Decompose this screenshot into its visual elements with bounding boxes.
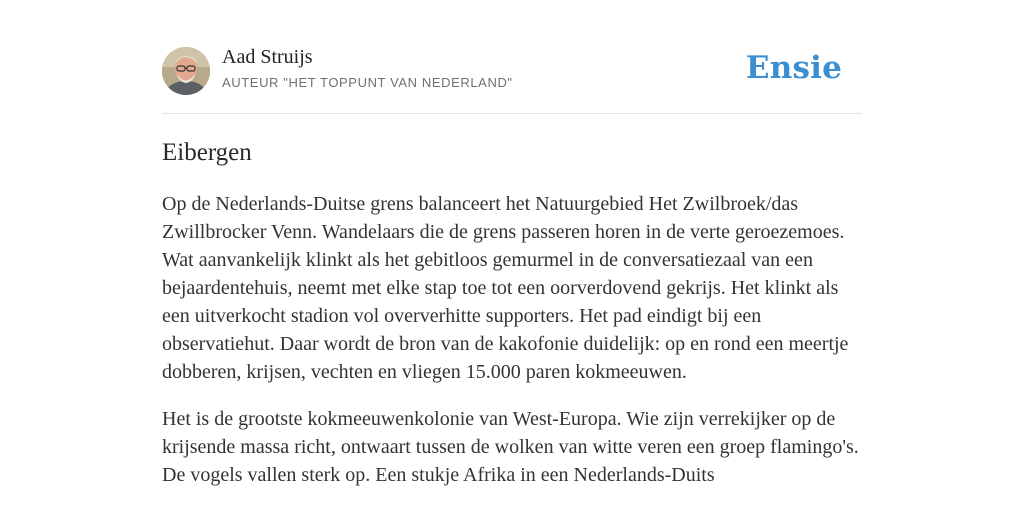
author-header [162, 46, 862, 96]
article [162, 137, 862, 508]
article-paragraph: Het is de grootste kokmeeuwenkolonie van West-Europa. Wie zijn verrekijker op de krijsende massa richt, ontwaart tussen de wolken van witte veren een groep flamingo's. De vogels vallen sterk op. Een stukje Afrika in een Nederlands-Duits [162, 408, 859, 486]
article-title: Eibergen [162, 139, 252, 166]
ensie-logo[interactable]: Ensie [745, 50, 842, 86]
author-name[interactable]: Aad Struijs [222, 46, 313, 68]
author-role: AUTEUR "HET TOPPUNT VAN NEDERLAND" [222, 75, 513, 90]
author-avatar[interactable] [162, 47, 210, 95]
article-paragraph: Op de Nederlands-Duitse grens balanceert het Natuurgebied Het Zwilbroek/das Zwillbrocker Venn. Wandelaars die de grens passeren horen in de verte geroezemoes. Wat aanvankelijk klinkt als het gebitloos gemurmel in de conversatiezaal van een bejaardentehuis, neemt met elke stap toe tot een oorverdovend gekrijs. Het klinkt als een uitverkocht stadion vol oververhitte supporters. Het pad eindigt bij een observatiehut. Daar wordt de bron van de kakofonie duidelijk: op en rond een meertje dobberen, krijsen, vechten en vliegen 15.000 paren kokmeeuwen. [162, 193, 849, 383]
header-divider [162, 113, 862, 114]
avatar-portrait-image [162, 47, 210, 95]
